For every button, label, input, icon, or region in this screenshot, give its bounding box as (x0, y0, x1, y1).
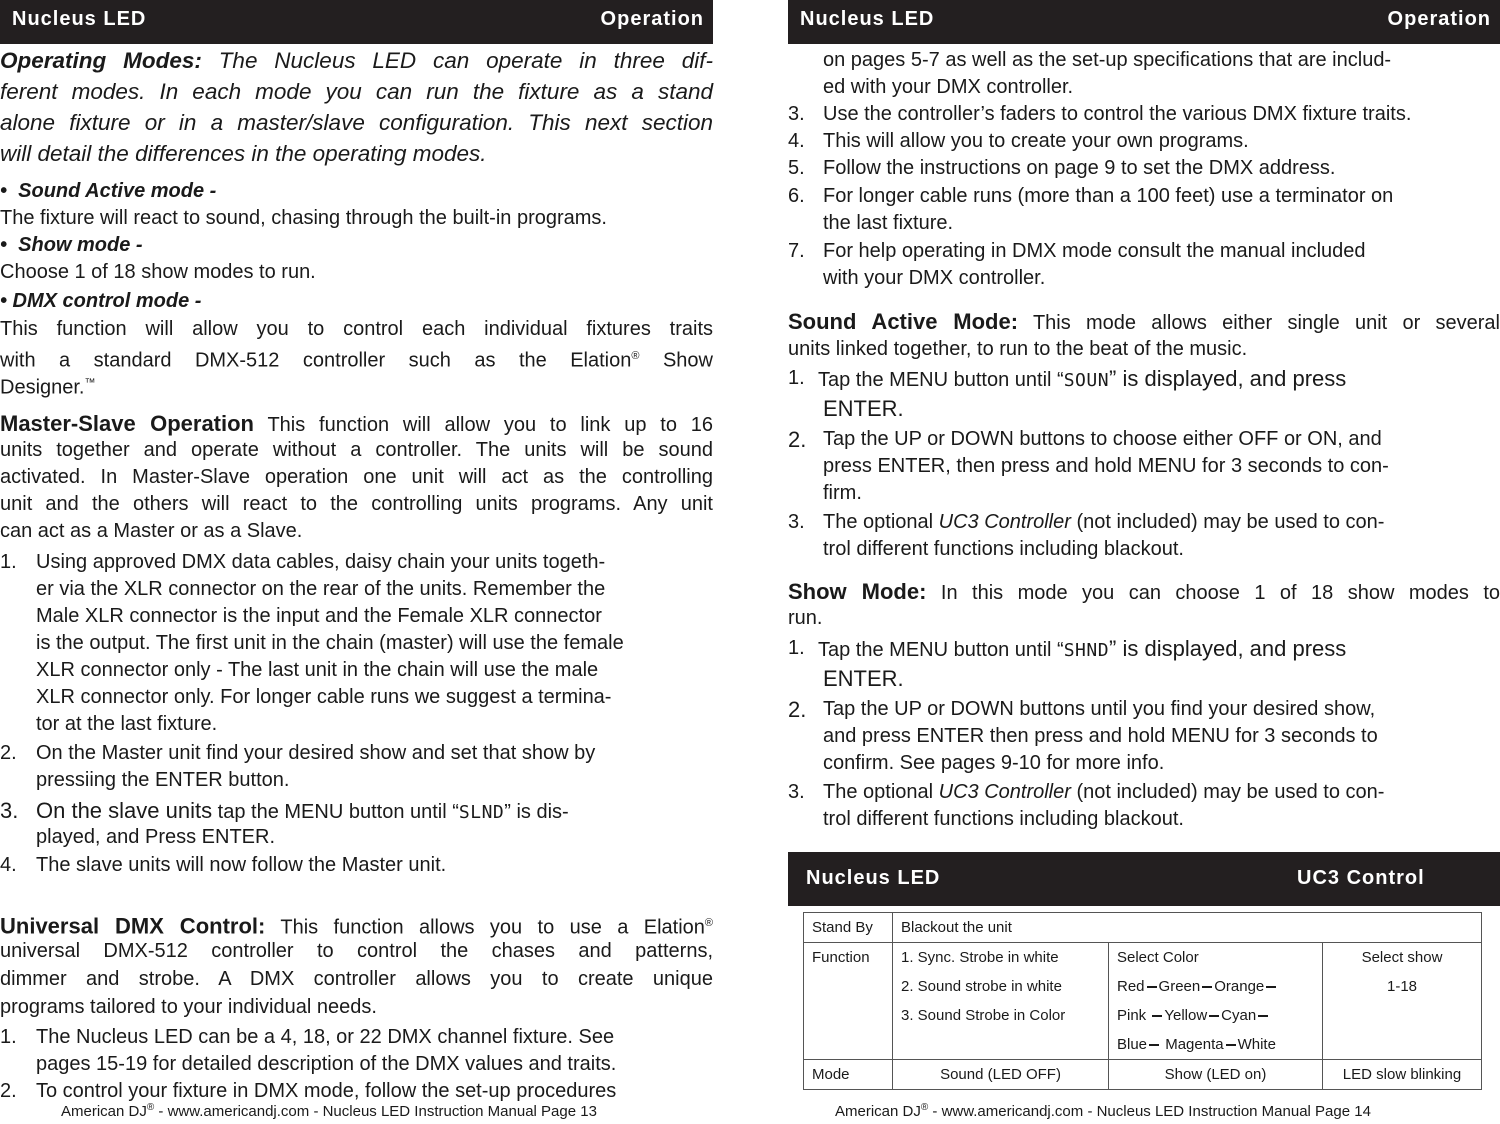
dash (1202, 986, 1212, 988)
sa-step-3-line-1: 3. The optional UC3 Controller (not included) may be used to con- (788, 511, 1385, 533)
universal-line-1: Universal DMX Control: This function allows you to use a Elation® (0, 913, 713, 939)
page-footer: American DJ® - www.americandj.com - Nucleus LED Instruction Manual Page 13 (61, 1102, 597, 1120)
dash (1209, 1015, 1219, 1017)
ms-step-1-line-6: XLR connector only. For longer cable runs we suggest a termina- (36, 686, 612, 708)
universal-heading: Universal DMX Control: (0, 913, 266, 939)
sm-step-1-line-2: ENTER. (823, 666, 904, 691)
ms-step-2-line-1: 2. On the Master unit find your desired show and set that show by (0, 742, 596, 764)
header-section: Operation (600, 8, 704, 30)
sa-step-3-line-2: trol different functions including blackout. (823, 538, 1184, 560)
mode-text-show: Choose 1 of 18 show modes to run. (0, 261, 316, 283)
udmx-step-1-line-1: 1. The Nucleus LED can be a 4, 18, or 22 DMX channel fixture. See (0, 1026, 615, 1048)
sm-step-2-line-1: 2. Tap the UP or DOWN buttons until you find your desired show, (788, 697, 1376, 722)
ms-step-1-line-1: 1. Using approved DMX data cables, daisy chain your units togeth- (0, 551, 606, 573)
table-cell: Show (LED on) (1109, 1060, 1323, 1090)
mode-text-sound: The fixture will react to sound, chasing through the built-in programs. (0, 207, 607, 229)
show-mode-line-1: Show Mode: In this mode you can choose 1 of 18 show modes to (788, 579, 1500, 604)
master-slave-line-3: activated. In Master-Slave operation one unit will act as the controlling (0, 466, 713, 488)
sa-step-2-line-2: press ENTER, then press and hold MENU for 3 seconds to con- (823, 455, 1389, 477)
table-cell: Sound (LED OFF) (893, 1060, 1109, 1090)
dash (1149, 1044, 1159, 1046)
table-cell: LED slow blinking (1323, 1060, 1482, 1090)
table-cell: 1. Sync. Strobe in white 2. Sound strobe in white 3. Sound Strobe in Color (893, 943, 1109, 1060)
table-row (804, 1060, 1482, 1090)
uc3-header (788, 852, 1500, 906)
page-header (788, 0, 1500, 44)
master-slave-line-4: unit and the others will react to the controlling units programs. Any unit (0, 493, 713, 515)
ms-step-1-line-2: er via the XLR connector on the rear of the units. Remember the (36, 578, 606, 600)
dmx-step-5: 5. Follow the instructions on page 9 to set the DMX address. (788, 157, 1336, 179)
color-row: Pink Yellow Cyan (1117, 1001, 1314, 1030)
sa-step-2-line-1: 2. Tap the UP or DOWN buttons to choose either OFF or ON, and (788, 427, 1382, 452)
udmx-step-2-line-1: 2. To control your fixture in DMX mode, follow the set-up procedures (0, 1080, 617, 1102)
sound-active-line-1: Sound Active Mode: This mode allows either single unit or several (788, 309, 1500, 334)
udmx-step-1-line-2: pages 15-19 for detailed description of the DMX values and traits. (36, 1053, 617, 1075)
page-header (0, 0, 713, 44)
color-row: Blue Magenta White (1117, 1036, 1276, 1053)
table-cell: Stand By (804, 913, 893, 943)
intro-heading: Operating Modes: (0, 48, 202, 73)
table-cell: Function (804, 943, 893, 1060)
dash (1258, 1015, 1268, 1017)
dmx-step-7-line-2: with your DMX controller. (823, 267, 1046, 289)
sa-step-1-line-1: 1. Tap the MENU button until “SOUN” is displayed, and press (788, 366, 1347, 391)
mode-text-dmx-3: Designer.™ (0, 376, 96, 399)
show-mode-line-2: run. (788, 607, 823, 629)
mode-title-sound: • Sound Active mode - (0, 180, 217, 202)
sm-step-3-line-1: 3. The optional UC3 Controller (not included) may be used to con- (788, 781, 1385, 803)
table-cell: Select show 1-18 (1323, 943, 1482, 1060)
universal-line-4: programs tailored to your individual needs. (0, 996, 377, 1018)
table-row (804, 943, 1482, 1060)
ms-step-3-line-2: played, and Press ENTER. (36, 826, 275, 848)
sm-step-3-line-2: trol different functions including blackout. (823, 808, 1184, 830)
master-slave-line-1: Master-Slave Operation This function will allow you to link up to 16 (0, 411, 713, 436)
sound-active-line-2: units linked together, to run to the beat of the music. (788, 338, 1248, 360)
dmx-step-7-line-1: 7. For help operating in DMX mode consult the manual included (788, 240, 1366, 262)
dmx-step-6-line-1: 6. For longer cable runs (more than a 100 feet) use a terminator on (788, 185, 1394, 207)
dash (1152, 1015, 1162, 1017)
master-slave-line-2: units together and operate without a controller. The units will be sound (0, 439, 713, 461)
mode-title-dmx: • DMX control mode - (0, 290, 202, 312)
universal-line-2: universal DMX-512 controller to control the chases and patterns, (0, 940, 713, 962)
lcd-display-slnd: SLND (458, 802, 505, 823)
sa-step-2-line-3: firm. (823, 482, 862, 504)
intro-line-2: ferent modes. In each mode you can run the fixture as a stand (0, 79, 713, 104)
ms-step-1-line-3: Male XLR connector is the input and the Female XLR connector (36, 605, 602, 627)
header-title: Nucleus LED (12, 8, 147, 30)
header-title: Nucleus LED (800, 8, 935, 30)
dmx-step-6-line-2: the last fixture. (823, 212, 954, 234)
ms-step-2-line-2: pressiing the ENTER button. (36, 769, 290, 791)
intro-line-4: will detail the differences in the operating modes. (0, 141, 487, 166)
page-13 (0, 0, 713, 1124)
dash (1147, 986, 1157, 988)
show-mode-heading: Show Mode: (788, 579, 927, 604)
sm-step-1-line-1: 1. Tap the MENU button until “SHND” is displayed, and press (788, 636, 1347, 661)
uc3-control-table (803, 912, 1482, 1090)
page-footer: American DJ® - www.americandj.com - Nucleus LED Instruction Manual Page 14 (835, 1102, 1371, 1120)
uc3-header-title: Nucleus LED (806, 867, 941, 889)
sa-step-1-line-2: ENTER. (823, 396, 904, 421)
ms-step-3-line-1: 3. On the slave units tap the MENU button until “SLND” is dis- (0, 798, 569, 823)
ms-step-1-line-5: XLR connector only - The last unit in the chain will use the male (36, 659, 599, 681)
dash (1266, 986, 1276, 988)
universal-line-3: dimmer and strobe. A DMX controller allows you to create unique (0, 968, 713, 990)
mode-title-show: • Show mode - (0, 234, 143, 256)
sound-active-heading: Sound Active Mode: (788, 309, 1019, 334)
ms-step-1-line-4: is the output. The first unit in the chain (master) will use the female (36, 632, 624, 654)
intro-line-3: alone fixture or in a master/slave configuration. This next section (0, 110, 713, 135)
header-section: Operation (1387, 8, 1491, 30)
dash (1226, 1044, 1236, 1046)
lcd-display-soun: SOUN (1063, 370, 1110, 391)
mode-text-dmx-2: with a standard DMX-512 controller such as the Elation® Show (0, 349, 713, 372)
table-row (804, 913, 1482, 943)
uc3-header-section: UC3 Control (1297, 867, 1425, 889)
sm-step-2-line-3: confirm. See pages 9-10 for more info. (823, 752, 1165, 774)
table-cell: Select Color Red Green Orange Pink Yellow Cyan Blue Magenta White (1109, 943, 1323, 1060)
master-slave-heading: Master-Slave Operation (0, 411, 254, 436)
dmx-step-3: 3. Use the controller’s faders to control the various DMX fixture traits. (788, 103, 1412, 125)
continued-line-1: on pages 5-7 as well as the set-up specifications that are includ- (823, 49, 1392, 71)
master-slave-line-5: can act as a Master or as a Slave. (0, 520, 303, 542)
continued-line-2: ed with your DMX controller. (823, 76, 1074, 98)
ms-step-1-line-7: tor at the last fixture. (36, 713, 218, 735)
table-cell: Blackout the unit (893, 913, 1482, 943)
mode-text-dmx-1: This function will allow you to control each individual fixtures traits (0, 318, 713, 340)
intro-line-1: Operating Modes: The Nucleus LED can operate in three dif- (0, 48, 713, 73)
color-row: Red Green Orange (1117, 972, 1314, 1001)
sm-step-2-line-2: and press ENTER then press and hold MENU for 3 seconds to (823, 725, 1378, 747)
lcd-display-shnd: SHND (1063, 640, 1110, 661)
ms-step-4-line-1: 4. The slave units will now follow the Master unit. (0, 854, 447, 876)
table-cell: Mode (804, 1060, 893, 1090)
dmx-step-4: 4. This will allow you to create your own programs. (788, 130, 1249, 152)
